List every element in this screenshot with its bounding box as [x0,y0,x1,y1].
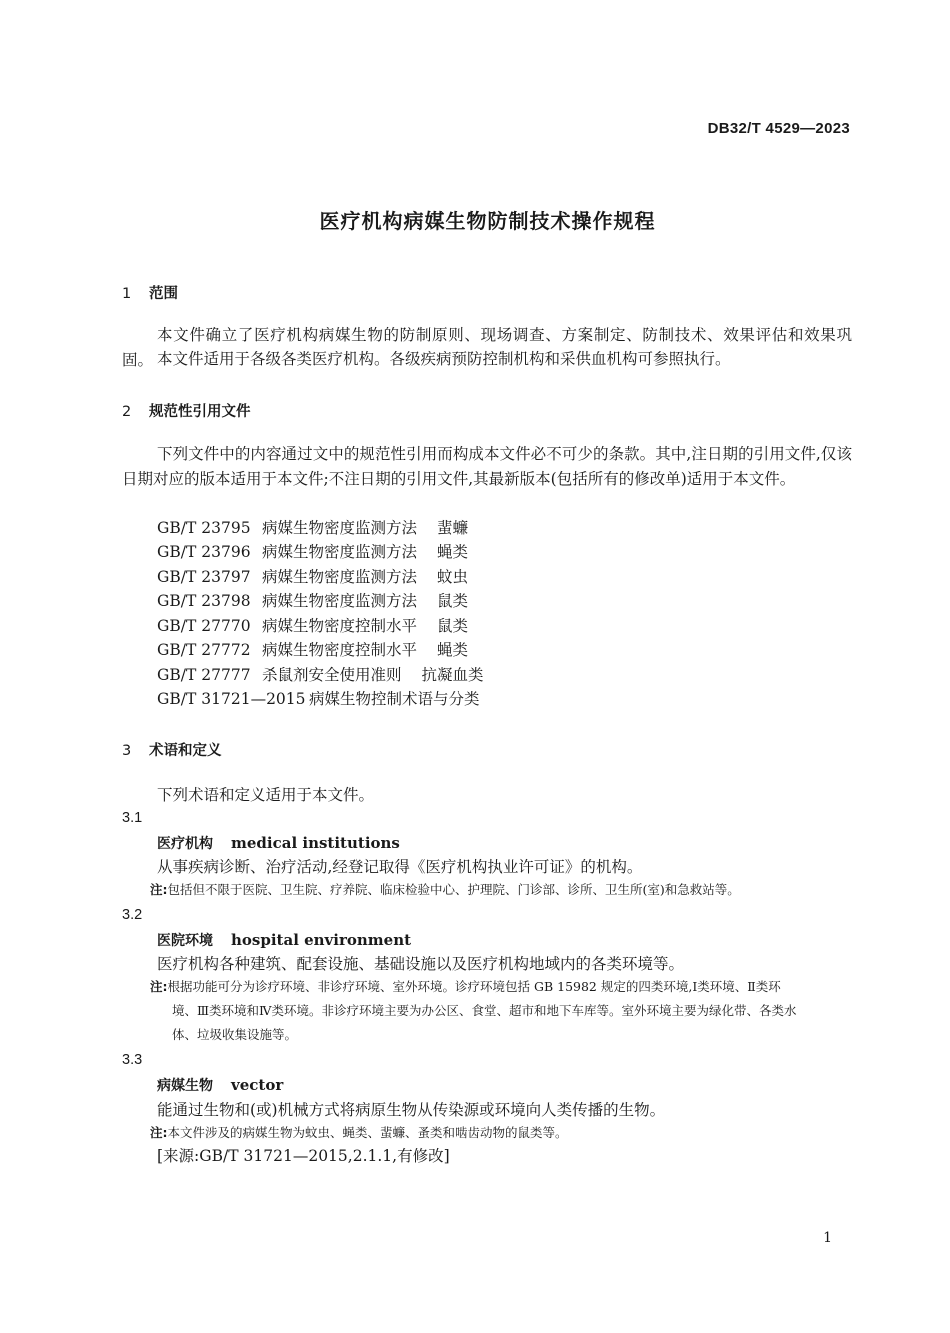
reference-title: 病媒生物密度控制水平 [262,617,418,635]
reference-title: 病媒生物密度控制水平 [262,641,418,659]
section-number: 3 [122,743,132,759]
reference-item [157,638,468,663]
reference-subtitle: 蝇类 [437,543,469,561]
reference-title: 病媒生物密度监测方法 [262,519,418,537]
reference-item [157,687,480,712]
terms-intro: 下列术语和定义适用于本文件。 [157,786,375,804]
term-heading [157,833,400,853]
references-intro: 下列文件中的内容通过文中的规范性引用而构成本文件必不可少的条款。其中,注日期的引用文件,仅该日期对应的版本适用于本文件;不注日期的引用文件,其最新版本(包括所有的修改单)适用于本文件。 [122,445,852,488]
term-zh: 病媒生物 [157,1078,213,1094]
section-2-heading [122,400,251,421]
term-note [150,976,852,998]
term-en: hospital environment [231,931,412,949]
reference-item [157,614,468,639]
reference-item [157,565,468,590]
reference-subtitle: 抗凝血类 [421,666,484,684]
term-source: [来源:GB/T 31721—2015,2.1.1,有修改] [157,1147,450,1165]
reference-title: 病媒生物密度监测方法 [262,568,418,586]
reference-title: 病媒生物密度监测方法 [262,592,418,610]
reference-subtitle: 鼠类 [437,592,469,610]
scope-paragraph-1: 本文件确立了医疗机构病媒生物的防制原则、现场调查、方案制定、防制技术、效果评估和效果巩固。 [122,326,852,369]
note-text: 境、Ⅲ类环境和Ⅳ类环境。非诊疗环境主要为办公区、食堂、超市和地下车库等。室外环境主要为绿化带、各类水 [172,1003,797,1018]
reference-item [157,589,468,614]
term-heading [157,1075,283,1095]
section-title: 规范性引用文件 [149,404,251,420]
term-heading [157,930,411,950]
reference-item [157,516,468,541]
term-note-continued [150,1024,852,1046]
term-number: 3.3 [122,1052,143,1068]
term-definition: 从事疾病诊断、治疗活动,经登记取得《医疗机构执业许可证》的机构。 [157,858,643,876]
reference-title: 病媒生物密度监测方法 [262,543,418,561]
reference-item [157,540,468,565]
reference-code: GB/T 27777 [157,666,251,684]
note-text: 根据功能可分为诊疗环境、非诊疗环境、室外环境。诊疗环境包括 GB 15982 规定的四类环境,Ⅰ类环境、Ⅱ类环 [167,979,781,994]
term-number: 3.2 [122,907,143,923]
note-label: 注: [150,882,168,897]
term-en: medical institutions [231,834,400,852]
reference-code: GB/T 23797 [157,568,251,586]
term-definition: 能通过生物和(或)机械方式将病原生物从传染源或环境向人类传播的生物。 [157,1101,666,1119]
section-title: 范围 [149,286,178,302]
reference-subtitle: 蚊虫 [437,568,469,586]
term-zh: 医院环境 [157,933,213,949]
reference-title: 病媒生物控制术语与分类 [309,690,480,708]
term-note [150,879,852,901]
section-number: 2 [122,404,132,420]
section-title: 术语和定义 [149,743,222,759]
term-note [150,1122,852,1144]
note-text: 体、垃圾收集设施等。 [172,1027,298,1042]
note-label: 注: [150,1125,168,1140]
note-text: 本文件涉及的病媒生物为蚊虫、蝇类、蜚蠊、蚤类和啮齿动物的鼠类等。 [167,1125,568,1140]
reference-item [157,663,484,688]
term-definition: 医疗机构各种建筑、配套设施、基础设施以及医疗机构地域内的各类环境等。 [157,955,685,973]
term-en: vector [231,1076,284,1094]
page-number: 1 [823,1230,832,1246]
reference-subtitle: 蝇类 [437,641,469,659]
term-number: 3.1 [122,810,143,826]
section-3-heading [122,739,222,760]
document-title: 医疗机构病媒生物防制技术操作规程 [319,209,656,233]
document-number: DB32/T 4529—2023 [707,120,850,137]
reference-code: GB/T 27772 [157,641,251,659]
reference-code: GB/T 23798 [157,592,251,610]
note-label: 注: [150,979,168,994]
term-note-continued [150,1000,852,1022]
section-1-heading [122,282,178,303]
reference-code: GB/T 27770 [157,617,251,635]
reference-title: 杀鼠剂安全使用准则 [262,666,402,684]
scope-paragraph-2: 本文件适用于各级各类医疗机构。各级疾病预防控制机构和采供血机构可参照执行。 [157,350,731,368]
section-number: 1 [122,286,132,302]
reference-code: GB/T 31721—2015 [157,690,306,708]
reference-subtitle: 鼠类 [437,617,469,635]
reference-code: GB/T 23796 [157,543,251,561]
reference-code: GB/T 23795 [157,519,251,537]
reference-subtitle: 蜚蠊 [437,519,469,537]
note-text: 包括但不限于医院、卫生院、疗养院、临床检验中心、护理院、门诊部、诊所、卫生所(室)和急救站等。 [167,882,740,897]
term-zh: 医疗机构 [157,836,213,852]
